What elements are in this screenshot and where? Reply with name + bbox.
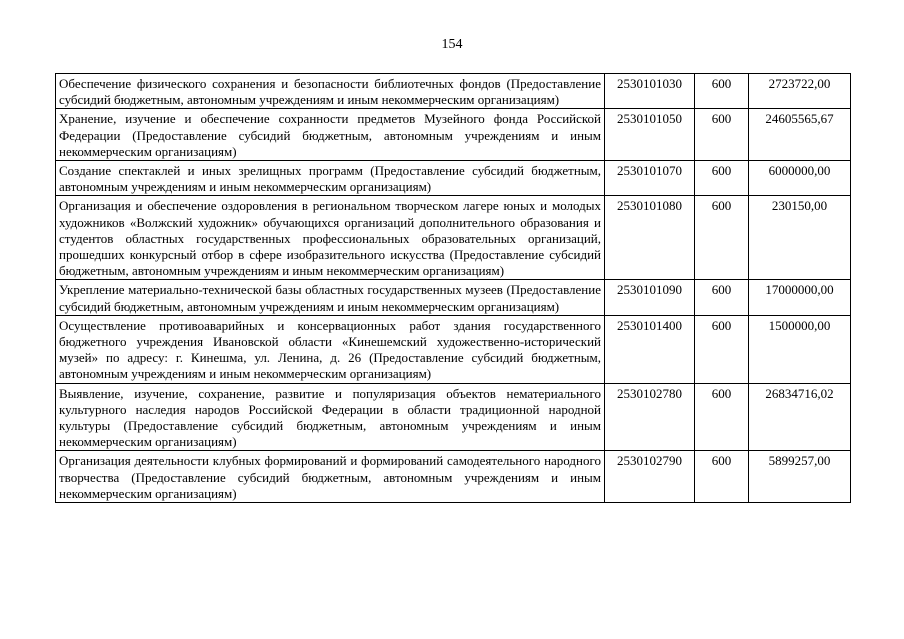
row-name: Укрепление материально-технической базы областных государственных музеев (Предоставление субсидий бюджетным, автономным учреждениям и иным некоммерческим организациям) — [56, 280, 605, 315]
row-code: 2530102780 — [605, 383, 695, 451]
row-type: 600 — [695, 383, 749, 451]
table-row — [56, 74, 851, 109]
row-type: 600 — [695, 280, 749, 315]
row-name: Организация и обеспечение оздоровления в региональном творческом лагере юных и молодых художников «Волжский художник» обучающихся организаций дополнительного образования и студентов областных государственных профессиональных образовательных организаций, прошедших конкурсный отбор в сфере изобразительного искусства (Предоставление субсидий бюджетным, автономным учреждениям и иным некоммерческим организациям) — [56, 196, 605, 280]
table-row — [56, 196, 851, 280]
row-type: 600 — [695, 315, 749, 383]
row-amount: 17000000,00 — [749, 280, 851, 315]
row-name: Осуществление противоаварийных и консервационных работ здания государственного бюджетного учреждения Ивановской области «Кинешемский художественно-исторический музей» по адресу: г. Кинешма, ул. Ленина, д. 26 (Предоставление субсидий бюджетным, автономным учреждениям и иным некоммерческим организациям) — [56, 315, 605, 383]
row-amount: 26834716,02 — [749, 383, 851, 451]
row-amount: 230150,00 — [749, 196, 851, 280]
row-code: 2530101400 — [605, 315, 695, 383]
row-amount: 1500000,00 — [749, 315, 851, 383]
table-row — [56, 451, 851, 503]
row-code: 2530102790 — [605, 451, 695, 503]
row-amount: 2723722,00 — [749, 74, 851, 109]
row-name: Хранение, изучение и обеспечение сохранности предметов Музейного фонда Российской Федерации (Предоставление субсидий бюджетным, автономным учреждениям и иным некоммерческим организациям) — [56, 109, 605, 161]
row-code: 2530101090 — [605, 280, 695, 315]
row-name: Обеспечение физического сохранения и безопасности библиотечных фондов (Предоставление субсидий бюджетным, автономным учреждениям и иным некоммерческим организациям) — [56, 74, 605, 109]
row-name: Организация деятельности клубных формирований и формирований самодеятельного народного творчества (Предоставление субсидий бюджетным, автономным учреждениям и иным некоммерческим организациям) — [56, 451, 605, 503]
row-type: 600 — [695, 451, 749, 503]
table-row — [56, 383, 851, 451]
row-code: 2530101080 — [605, 196, 695, 280]
budget-table — [55, 73, 851, 503]
row-type: 600 — [695, 196, 749, 280]
row-name: Выявление, изучение, сохранение, развитие и популяризация объектов нематериального культурного наследия народов Российской Федерации в области традиционной народной культуры (Предоставление субсидий бюджетным, автономным учреждениям и иным некоммерческим организациям) — [56, 383, 605, 451]
page-number: 154 — [441, 37, 463, 52]
row-type: 600 — [695, 74, 749, 109]
row-amount: 5899257,00 — [749, 451, 851, 503]
row-code: 2530101070 — [605, 161, 695, 196]
row-type: 600 — [695, 109, 749, 161]
row-type: 600 — [695, 161, 749, 196]
row-amount: 24605565,67 — [749, 109, 851, 161]
row-code: 2530101050 — [605, 109, 695, 161]
table-row — [56, 280, 851, 315]
table-row — [56, 109, 851, 161]
row-code: 2530101030 — [605, 74, 695, 109]
row-amount: 6000000,00 — [749, 161, 851, 196]
row-name: Создание спектаклей и иных зрелищных программ (Предоставление субсидий бюджетным, автономным учреждениям и иным некоммерческим организациям) — [56, 161, 605, 196]
table-row — [56, 161, 851, 196]
table-row — [56, 315, 851, 383]
